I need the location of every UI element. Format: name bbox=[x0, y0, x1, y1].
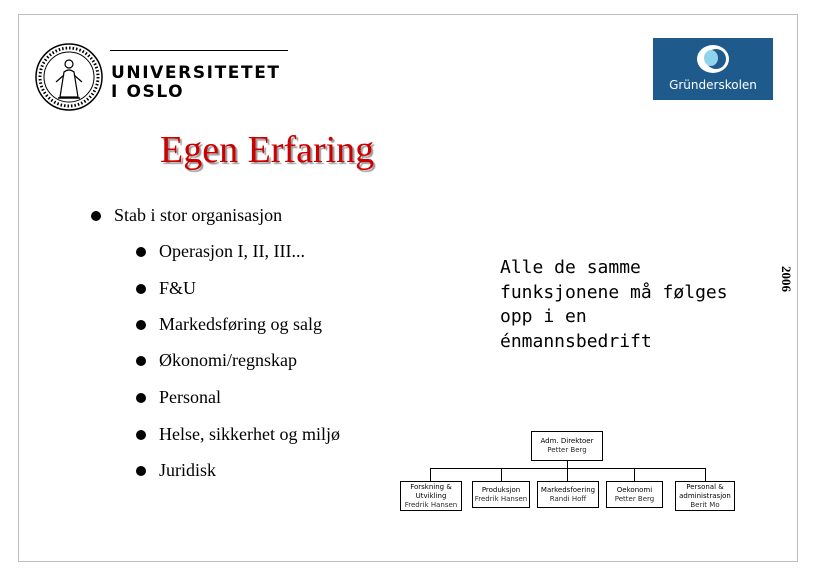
bullet-dot bbox=[91, 211, 101, 221]
org-role: Adm. Direktoer bbox=[540, 437, 594, 445]
logo-text: Gründerskolen bbox=[669, 78, 757, 92]
sub-bullet-text: F&U bbox=[159, 278, 197, 298]
org-connector bbox=[705, 468, 706, 481]
bullet-dot bbox=[136, 320, 146, 330]
year-label bbox=[773, 256, 799, 302]
sub-bullet bbox=[136, 278, 196, 299]
sub-bullet bbox=[136, 350, 297, 371]
org-connector bbox=[430, 468, 431, 481]
org-box-director bbox=[531, 431, 603, 461]
sub-bullet bbox=[136, 460, 216, 481]
org-connector bbox=[430, 468, 706, 469]
org-role: Personal & administrasjon bbox=[679, 482, 731, 500]
university-name: UNIVERSITETET I OSLO bbox=[111, 63, 281, 102]
org-box-marketing bbox=[537, 481, 599, 508]
bullet-dot bbox=[136, 284, 146, 294]
org-box-production bbox=[472, 481, 530, 508]
sub-bullet bbox=[136, 387, 221, 408]
university-seal-logo bbox=[34, 42, 104, 112]
slide-title: Egen Erfaring bbox=[160, 129, 375, 171]
grunderskolen-logo bbox=[653, 38, 773, 100]
org-connector bbox=[567, 461, 568, 468]
bullet-dot bbox=[136, 430, 146, 440]
org-box-finance bbox=[606, 481, 663, 508]
sub-bullet bbox=[136, 241, 305, 262]
org-connector bbox=[567, 468, 568, 481]
org-role: Oekonomi bbox=[616, 485, 653, 494]
org-role: Markedsfoering bbox=[540, 485, 596, 494]
sub-bullet bbox=[136, 314, 322, 335]
callout-text: Alle de samme funksjonene må følges opp i en énmannsbedrift bbox=[500, 257, 728, 352]
org-person: Randi Hoff bbox=[549, 494, 587, 503]
sub-bullet-text: Juridisk bbox=[159, 460, 217, 480]
bullet-dot bbox=[136, 247, 146, 257]
org-box-rnd bbox=[400, 481, 462, 511]
org-role: Produksjon bbox=[481, 485, 521, 494]
org-person: Fredrik Hansen bbox=[404, 500, 458, 509]
sub-bullet-text: Operasjon I, II, III... bbox=[159, 241, 305, 261]
bullet-dot bbox=[136, 356, 146, 366]
university-rule bbox=[110, 50, 288, 51]
sub-bullet-text: Personal bbox=[159, 387, 221, 407]
year-text: 2006 bbox=[779, 266, 794, 292]
sub-bullet bbox=[136, 424, 340, 445]
org-connector bbox=[634, 468, 635, 481]
org-connector bbox=[501, 468, 502, 481]
swirl-icon bbox=[653, 38, 773, 78]
org-box-personnel bbox=[675, 481, 735, 511]
main-bullet bbox=[91, 205, 282, 226]
main-bullet-text: Stab i stor organisasjon bbox=[114, 205, 283, 225]
bullet-dot bbox=[136, 466, 146, 476]
sub-bullet-text: Helse, sikkerhet og miljø bbox=[159, 424, 340, 444]
org-person: Fredrik Hansen bbox=[474, 494, 528, 503]
org-role: Forskning & Utvikling bbox=[410, 482, 452, 500]
org-person: Berit Mo bbox=[690, 500, 720, 509]
org-person: Petter Berg bbox=[547, 446, 587, 454]
sub-bullet-text: Markedsføring og salg bbox=[159, 314, 322, 334]
org-person: Petter Berg bbox=[614, 494, 655, 503]
bullet-dot bbox=[136, 393, 146, 403]
sub-bullet-text: Økonomi/regnskap bbox=[159, 350, 297, 370]
